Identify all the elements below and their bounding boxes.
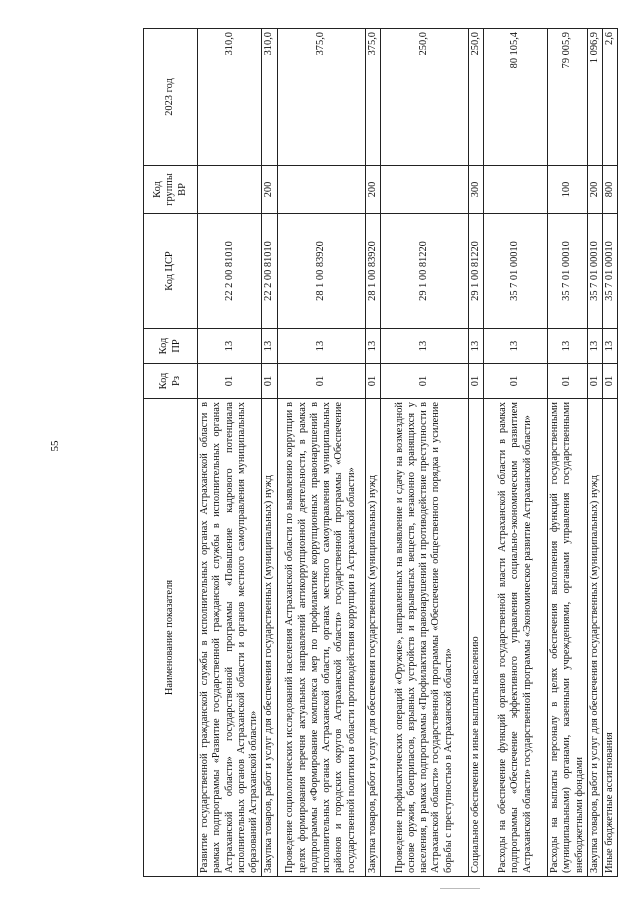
row-csr: 35 7 01 00010 bbox=[603, 214, 618, 329]
table-row bbox=[603, 29, 618, 877]
table-row bbox=[468, 29, 483, 877]
row-sum: 310,0 bbox=[198, 29, 262, 166]
scan-artifact-line bbox=[440, 888, 480, 889]
row-pr: 13 bbox=[548, 329, 588, 364]
row-name: Закупка товаров, работ и услуг для обеспечения государственных (муниципальных) нужд bbox=[262, 399, 277, 877]
row-name: Развитие государственной гражданской службы в исполнительных органах Астраханской области в рамках подпрограммы «Развитие государственной гражданской службы в исполнительных органах Астраханской области» государственной программы «Повышение кадрового потенциала исполнительных органов Астраханской области и органов местного самоуправления муниципальных образований Астраханской области» bbox=[198, 399, 262, 877]
row-pr: 13 bbox=[198, 329, 262, 364]
rotated-table-container bbox=[143, 29, 616, 877]
header-pr: Код ПР bbox=[144, 329, 198, 364]
row-rz: 01 bbox=[380, 364, 468, 399]
row-name: Иные бюджетные ассигнования bbox=[603, 399, 618, 877]
row-rz: 01 bbox=[484, 364, 548, 399]
header-vr: Код группы ВР bbox=[144, 166, 198, 214]
row-csr: 35 7 01 00010 bbox=[587, 214, 602, 329]
row-rz: 01 bbox=[262, 364, 277, 399]
row-rz: 01 bbox=[365, 364, 380, 399]
row-sum: 375,0 bbox=[277, 29, 365, 166]
table-row bbox=[380, 29, 468, 877]
header-csr: Код ЦСР bbox=[144, 214, 198, 329]
row-sum: 79 005,9 bbox=[548, 29, 588, 166]
row-name: Закупка товаров, работ и услуг для обеспечения государственных (муниципальных) нужд bbox=[365, 399, 380, 877]
row-vr bbox=[198, 166, 262, 214]
table-row bbox=[587, 29, 602, 877]
row-rz: 01 bbox=[603, 364, 618, 399]
row-pr: 13 bbox=[277, 329, 365, 364]
row-vr: 200 bbox=[365, 166, 380, 214]
row-name: Расходы на выплаты персоналу в целях обеспечения выполнения функций государственными (муниципальными) органами, казенными учреждениями, органами управления государственными внебюджетными фондами bbox=[548, 399, 588, 877]
row-sum: 2,6 bbox=[603, 29, 618, 166]
row-sum: 310,0 bbox=[262, 29, 277, 166]
row-pr: 13 bbox=[468, 329, 483, 364]
page-number: 55 bbox=[49, 440, 61, 452]
row-pr: 13 bbox=[365, 329, 380, 364]
row-rz: 01 bbox=[277, 364, 365, 399]
row-csr: 35 7 01 00010 bbox=[548, 214, 588, 329]
row-pr: 13 bbox=[380, 329, 468, 364]
row-name: Проведение профилактических операций «Оружие», направленных на выявление и сдачу на возмездной основе оружия, боеприпасов, взрывных устройств и взрывчатых веществ, незаконно хранящихся у населения, в рамках подпрограммы «Профилактика правонарушений и противодействие преступности в Астраханской области» государственной программы «Обеспечение общественного порядка и усиление борьбы с преступностью в Астраханской области» bbox=[380, 399, 468, 877]
row-pr: 13 bbox=[262, 329, 277, 364]
row-pr: 13 bbox=[603, 329, 618, 364]
table-row bbox=[198, 29, 262, 877]
row-sum: 1 096,9 bbox=[587, 29, 602, 166]
row-vr bbox=[380, 166, 468, 214]
table-header-row bbox=[144, 29, 198, 877]
row-vr: 800 bbox=[603, 166, 618, 214]
row-csr: 22 2 00 81010 bbox=[198, 214, 262, 329]
row-vr bbox=[484, 166, 548, 214]
budget-table bbox=[143, 28, 618, 877]
table-row bbox=[262, 29, 277, 877]
header-year: 2023 год bbox=[144, 29, 198, 166]
table-row bbox=[365, 29, 380, 877]
row-csr: 22 2 00 81010 bbox=[262, 214, 277, 329]
row-csr: 29 1 00 81220 bbox=[468, 214, 483, 329]
row-sum: 80 105,4 bbox=[484, 29, 548, 166]
row-rz: 01 bbox=[587, 364, 602, 399]
row-csr: 28 1 00 83920 bbox=[277, 214, 365, 329]
row-rz: 01 bbox=[548, 364, 588, 399]
table-row bbox=[548, 29, 588, 877]
row-rz: 01 bbox=[198, 364, 262, 399]
row-pr: 13 bbox=[587, 329, 602, 364]
row-sum: 250,0 bbox=[380, 29, 468, 166]
row-name: Проведение социологических исследований населения Астраханской области по выявлению коррупции в целях формирования перечня актуальных направлений антикоррупционной деятельности, в рамках подпрограммы «Формирование комплекса мер по профилактике коррупционных правонарушений в исполнительных органах Астраханской области, органах местного самоуправления муниципальных районов и городских округов Астраханской области» государственной программы «Обеспечение государственной политики в области противодействия коррупции в Астраханской области» bbox=[277, 399, 365, 877]
row-pr: 13 bbox=[484, 329, 548, 364]
row-vr: 200 bbox=[587, 166, 602, 214]
row-vr: 200 bbox=[262, 166, 277, 214]
row-name: Социальное обеспечение и иные выплаты населению bbox=[468, 399, 483, 877]
row-vr: 100 bbox=[548, 166, 588, 214]
row-sum: 375,0 bbox=[365, 29, 380, 166]
row-vr bbox=[277, 166, 365, 214]
header-rz: Код Рз bbox=[144, 364, 198, 399]
row-csr: 29 1 00 81220 bbox=[380, 214, 468, 329]
header-name: Наименование показателя bbox=[144, 399, 198, 877]
row-name: Закупка товаров, работ и услуг для обеспечения государственных (муниципальных) нужд bbox=[587, 399, 602, 877]
table-row bbox=[277, 29, 365, 877]
row-csr: 35 7 01 00010 bbox=[484, 214, 548, 329]
row-name: Расходы на обеспечение функций органов государственной власти Астраханской области в рамках подпрограммы «Обеспечение эффективного управления социально-экономическим развитием Астраханской области» государственной программы «Экономическое развитие Астраханской области» bbox=[484, 399, 548, 877]
row-csr: 28 1 00 83920 bbox=[365, 214, 380, 329]
row-vr: 300 bbox=[468, 166, 483, 214]
row-sum: 250,0 bbox=[468, 29, 483, 166]
table-row bbox=[484, 29, 548, 877]
row-rz: 01 bbox=[468, 364, 483, 399]
